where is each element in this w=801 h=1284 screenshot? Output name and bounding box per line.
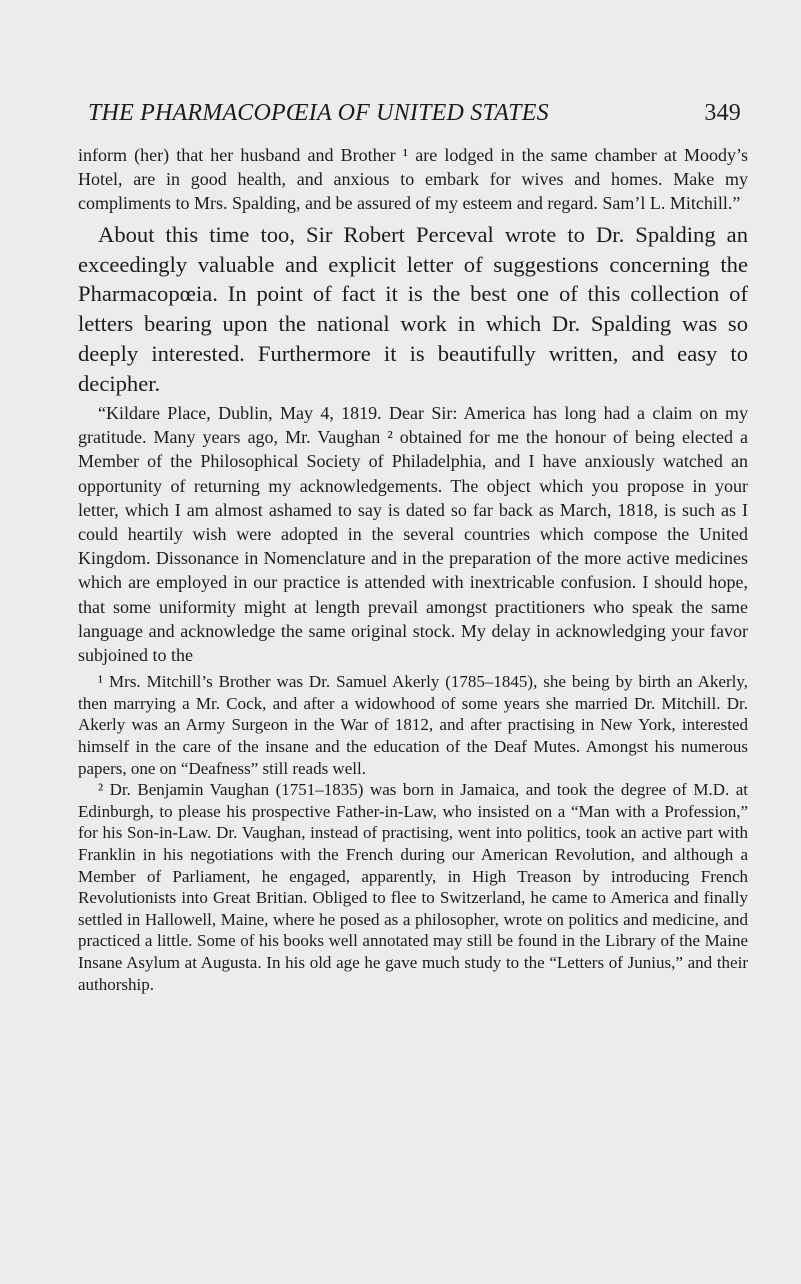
letter-continuation-paragraph: inform (her) that her husband and Brother ¹ are lodged in the same chamber at Moody’s Hotel, are in good health, and anxious to embark for wives and homes. Make my compliments to Mrs. Spalding, and be assured of my esteem and regard. Sam’l L. Mitchill.” — [78, 145, 748, 214]
perceval-letter-paragraph: “Kildare Place, Dublin, May 4, 1819. Dear Sir: America has long had a claim on my gratitude. Many years ago, Mr. Vaughan ² obtained for me the honour of being elected a Member of the Philosophical Society of Philadelphia, and I have anxiously watched an opportunity of returning my acknowledgements. The object which you propose in your letter, which I am almost ashamed to say is dated so far back as March, 1818, is such as I could heartily wish were adopted in the several countries which compose the United Kingdom. Dissonance in Nomenclature and in the preparation of the more active medicines which are employed in our practice is attended with inextricable confusion. I should hope, that some uniformity might at length prevail amongst practitioners who speak the same language and acknowledge the same original stock. My delay in acknowledging your favor subjoined to the — [78, 403, 748, 666]
page-number: 349 — [704, 100, 741, 126]
footnote-2: ² Dr. Benjamin Vaughan (1751–1835) was born in Jamaica, and took the degree of M.D. at Edinburgh, to please his prospective Father-in-Law, who insisted on a “Man with a Profession,” for his Son-in-Law. Dr. Vaughan, instead of practising, went into politics, took an active part with Franklin in his negotiations with the French during our American Revolution, and although a Member of Parliament, he engaged, apparently, in High Treason by introducing French Revolutionists into Great Britian. Obliged to flee to Switzerland, he came to America and finally settled in Hallowell, Maine, where he posed as a philosopher, wrote on politics and medicine, and practiced a little. Some of his books well annotated may still be found in the Library of the Maine Insane Asylum at Augusta. In his old age he gave much study to the “Letters of Junius,” and their authorship. — [78, 780, 748, 994]
page-body — [78, 143, 748, 995]
narrative-paragraph: About this time too, Sir Robert Perceval wrote to Dr. Spalding an exceedingly valuable and explicit letter of suggestions concerning the Pharmacopœia. In point of fact it is the best one of this collection of letters bearing upon the national work in which Dr. Spalding was so deeply interested. Furthermore it is beautifully written, and easy to decipher. — [78, 221, 748, 397]
running-title: THE PHARMACOPŒIA OF UNITED STATES — [88, 100, 549, 126]
footnote-1: ¹ Mrs. Mitchill’s Brother was Dr. Samuel Akerly (1785–1845), she being by birth an Akerly, then marrying a Mr. Cock, and after a widowhood of some years she married Dr. Mitchill. Dr. Akerly was an Army Surgeon in the War of 1812, and after practising in New York, interested himself in the care of the insane and the education of the Deaf Mutes. Amongst his numerous papers, one on “Deafness” still reads well. — [78, 672, 748, 778]
